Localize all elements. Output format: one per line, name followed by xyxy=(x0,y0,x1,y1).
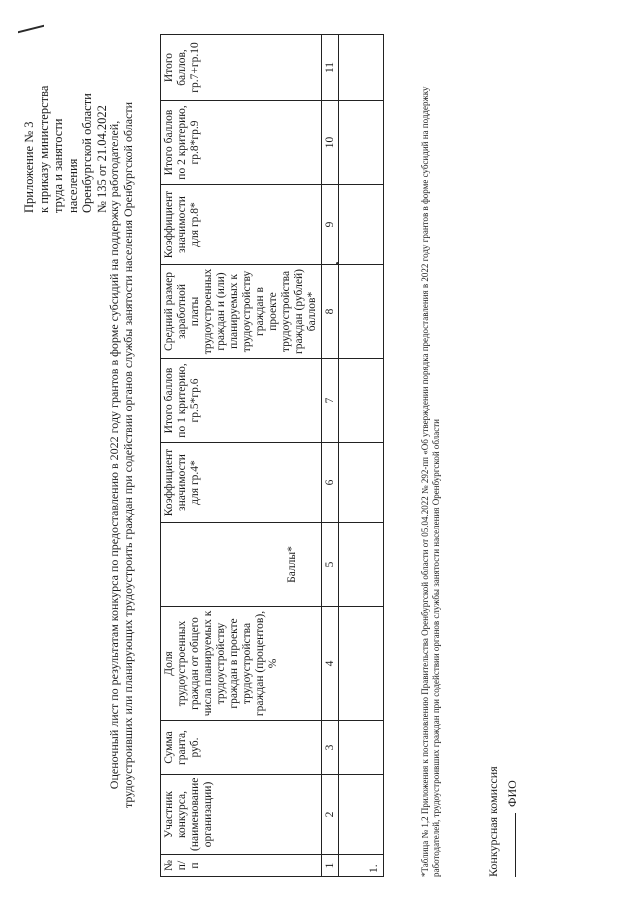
table-cell xyxy=(339,775,384,855)
column-number: 7 xyxy=(322,359,339,443)
column-number-row xyxy=(322,35,339,877)
document-title xyxy=(107,25,135,885)
header-cell-avg-salary: Средний размер заработной платы трудоустроенных граждан и (или) планируемых к трудоустройству граждан в проекте трудоустройства граждан (рублей) баллов* xyxy=(161,265,322,359)
appendix-line: населения xyxy=(65,158,80,213)
title-line: Оценочный лист по результатам конкурса по предоставлению в 2022 году грантов в форме субсидий на поддержку работодателей, xyxy=(107,120,121,790)
column-number: 11 xyxy=(322,35,339,101)
appendix-line: № 135 от 21.04.2022 xyxy=(94,105,109,213)
signature-underline xyxy=(515,813,516,877)
table-cell xyxy=(339,185,384,265)
column-number: 2 xyxy=(322,775,339,855)
table-row xyxy=(339,35,384,877)
header-cell-coef-4: Коэффициент значимости для гр.4* xyxy=(161,443,322,523)
table-cell xyxy=(339,101,384,185)
column-number: 10 xyxy=(322,101,339,185)
table-cell xyxy=(339,443,384,523)
header-cell-total-2: Итого баллов по 2 критерию, гр.8*гр.9 xyxy=(161,101,322,185)
appendix-line: к приказу министерства xyxy=(36,85,51,213)
appendix-line: Приложение № 3 xyxy=(22,121,36,213)
commission-label: Конкурсная комиссия xyxy=(486,766,500,877)
header-cell-total-1: Итого баллов по 1 критерию, гр.5*гр.6 xyxy=(161,359,322,443)
header-cell-points: Баллы* xyxy=(161,523,322,607)
column-number: 5 xyxy=(322,523,339,607)
header-cell-grant-sum: Сумма гранта, руб. xyxy=(161,721,322,775)
footnote: *Таблица № 1,2 Приложения к постановлению Правительства Оренбургской области от 05.04.2022 № 292-пп «Об утверждении порядка предоставления в 2022 году грантов в форме субсидий на поддержку работодателей, трудоустроивших граждан при содействии органов службы занятости населения Оренбургской области xyxy=(420,86,441,877)
column-number: 9 xyxy=(322,185,339,265)
header-cell-participant: Участник конкурса, (наименование организации) xyxy=(161,775,322,855)
table-cell xyxy=(339,607,384,721)
appendix-line: Оренбургской области xyxy=(80,93,94,213)
column-number: 1 xyxy=(322,855,339,877)
fio-label: ФИО xyxy=(505,780,519,807)
evaluation-table xyxy=(160,34,384,877)
header-cell-number: № п/п xyxy=(161,855,322,877)
header-cell-coef-8: Коэффициент значимости для гр.8* xyxy=(161,185,322,265)
column-number: 6 xyxy=(322,443,339,523)
table-cell xyxy=(339,265,384,359)
signature-line xyxy=(504,780,520,877)
column-number: 3 xyxy=(322,721,339,775)
column-number: 4 xyxy=(322,607,339,721)
table-cell xyxy=(339,721,384,775)
table-header-row xyxy=(161,35,322,877)
table-cell xyxy=(339,523,384,607)
row-number: 1. xyxy=(339,855,384,877)
header-cell-total: Итого баллов, гр.7+гр.10 xyxy=(161,35,322,101)
table-cell xyxy=(339,35,384,101)
appendix-line: труда и занятости xyxy=(51,118,65,213)
appendix-block xyxy=(22,13,109,213)
column-number: 8 xyxy=(322,265,339,359)
header-cell-employed-share: Доля трудоустроенных граждан от общего числа планируемых к трудоустройству граждан в проекте трудоустройства граждан (процентов), % xyxy=(161,607,322,721)
title-line: трудоустроивших или планирующих трудоустроить граждан при содействии органов службы занятости населения Оренбургской области xyxy=(121,101,135,809)
table-cell xyxy=(339,359,384,443)
